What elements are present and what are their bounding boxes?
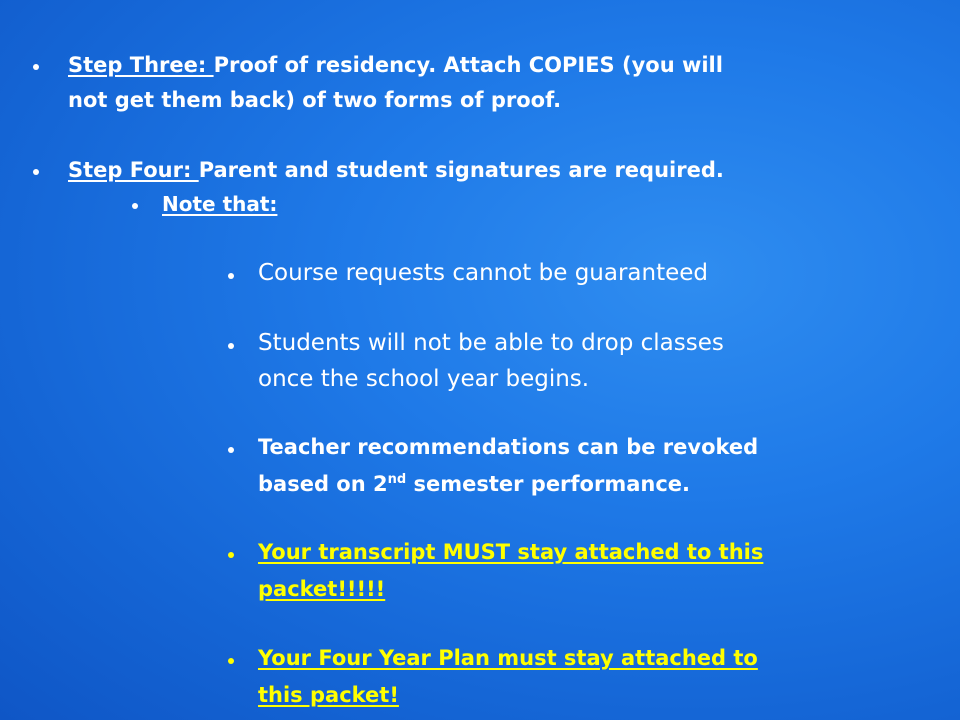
note-that-heading: Note that: [162,192,278,216]
note-four-year-plan-line1: Your Four Year Plan must stay attached to [258,646,758,670]
bullet [228,552,234,558]
step-four-label: Step Four: [68,158,199,182]
step-three-text: Proof of residency. Attach COPIES (you will [213,53,723,77]
bullet [33,169,39,175]
step-three-line2: not get them back) of two forms of proof. [68,88,562,112]
step-three-label: Step Three: [68,53,214,77]
step-three-line1 [68,53,723,77]
bullet [228,447,234,453]
bullet [132,203,138,209]
bullet [228,273,234,279]
note-teacher-recs-pre: based on 2 [258,472,388,496]
step-four-line [68,158,724,182]
note-teacher-recs-sup: nd [387,472,407,487]
bullet [228,343,234,349]
bullet [228,658,234,664]
note-course-requests: Course requests cannot be guaranteed [258,260,709,286]
note-drop-classes-line2: once the school year begins. [258,366,590,392]
step-four-text: Parent and student signatures are required. [198,158,724,182]
note-transcript-line1: Your transcript MUST stay attached to this [258,540,764,564]
bullet [33,64,39,70]
note-drop-classes-line1: Students will not be able to drop classes [258,330,724,356]
note-transcript-line2: packet!!!!! [258,577,386,601]
note-teacher-recs-line2 [258,472,690,496]
note-four-year-plan-line2: this packet! [258,683,399,707]
note-teacher-recs-post: semester performance. [406,472,691,496]
note-teacher-recs-line1: Teacher recommendations can be revoked [258,435,759,459]
